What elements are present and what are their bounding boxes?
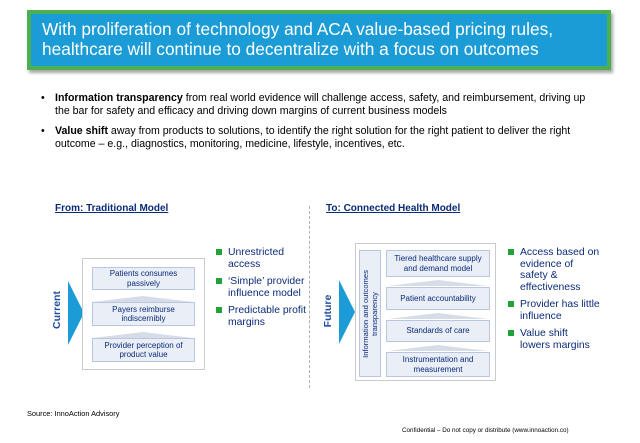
bullet-value-shift bbox=[41, 125, 601, 151]
transparency-label bbox=[361, 250, 379, 378]
transparency-label-line-1: Information and outcomes bbox=[361, 270, 370, 358]
bullet-text: away from products to solutions, to identify the right solution for the right patient to deliver the right outcome – e.g., diagnostics, monitoring, medicine, lifestyle, incentives, etc. bbox=[55, 125, 571, 150]
title-line-2: healthcare will continue to decentralize with a focus on outcomes bbox=[42, 39, 539, 59]
left-section-title: From: Traditional Model bbox=[55, 203, 169, 214]
key-points bbox=[41, 92, 601, 158]
transparency-label-line-2: transparency bbox=[370, 292, 379, 336]
outcome-text: Unrestricted access bbox=[228, 247, 285, 270]
bullet-heading: Value shift bbox=[55, 125, 108, 137]
outcome-item bbox=[508, 247, 600, 293]
title-line-1: With proliferation of technology and ACA value-based pricing rules, bbox=[42, 19, 554, 39]
bullet-marker: • bbox=[41, 125, 45, 137]
bullet-information-transparency bbox=[41, 92, 601, 118]
box-instrumentation: Instrumentation and measurement bbox=[386, 352, 490, 377]
outcome-item bbox=[508, 299, 600, 322]
confidential-note: Confidential – Do not copy or distribute (www.innoaction.co) bbox=[402, 427, 569, 434]
right-section-title: To: Connected Health Model bbox=[326, 203, 461, 214]
box-tiered-healthcare: Tiered healthcare supply and demand model bbox=[386, 250, 490, 277]
source-note: Source: InnoAction Advisory bbox=[27, 409, 120, 418]
box-patient-accountability: Patient accountability bbox=[386, 287, 490, 310]
green-square-icon bbox=[216, 249, 222, 255]
connected-outcomes bbox=[508, 247, 600, 357]
outcome-text: Access based on evidence of safety & effectiveness bbox=[520, 247, 600, 293]
outcome-item bbox=[508, 328, 600, 351]
future-arrow bbox=[339, 280, 355, 344]
box-standards-of-care: Standards of care bbox=[386, 320, 490, 342]
outcome-text: Provider has little influence bbox=[520, 299, 600, 322]
stack-arrow bbox=[388, 345, 488, 351]
box-payers-reimburse: Payers reimburse indiscernibly bbox=[92, 302, 195, 326]
green-square-icon bbox=[508, 301, 514, 307]
outcome-text: Value shift lowers margins bbox=[520, 328, 590, 351]
title-banner bbox=[27, 10, 611, 70]
outcome-text: Predictable profit margins bbox=[228, 305, 306, 328]
green-square-icon bbox=[508, 330, 514, 336]
bullet-text: from real world evidence will challenge access, safety, and reimbursement, driving up the bar for safety and efficacy and driving down margins of current business models bbox=[55, 92, 586, 117]
stack-arrow bbox=[388, 280, 488, 286]
section-divider bbox=[309, 206, 310, 388]
outcome-item bbox=[216, 305, 306, 328]
box-patients-consume: Patients consumes passively bbox=[92, 267, 195, 290]
future-label: Future bbox=[322, 294, 334, 328]
green-square-icon bbox=[508, 249, 514, 255]
outcome-text: ‘Simple’ provider influence model bbox=[228, 276, 305, 299]
current-label: Current bbox=[51, 291, 63, 329]
bullet-marker: • bbox=[41, 92, 45, 104]
stack-arrow bbox=[388, 313, 488, 319]
green-square-icon bbox=[216, 307, 222, 313]
bullet-heading: Information transparency bbox=[55, 92, 183, 104]
traditional-outcomes bbox=[216, 247, 306, 334]
green-square-icon bbox=[216, 278, 222, 284]
box-provider-perception: Provider perception of product value bbox=[92, 338, 195, 362]
outcome-item bbox=[216, 247, 306, 270]
outcome-item bbox=[216, 276, 306, 299]
